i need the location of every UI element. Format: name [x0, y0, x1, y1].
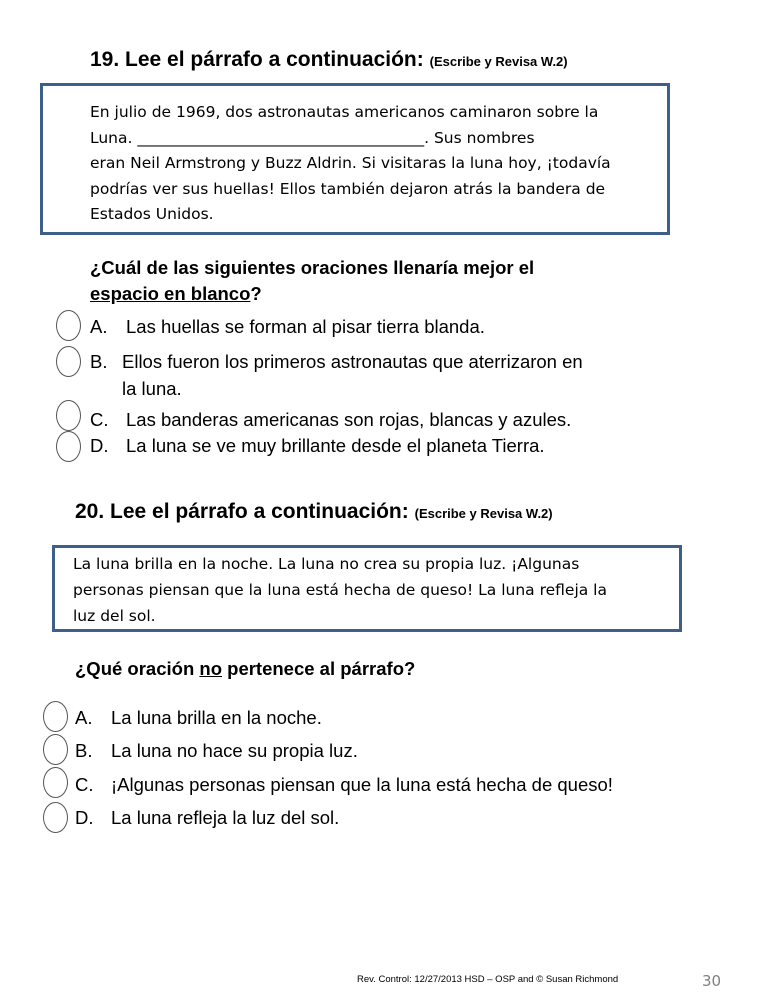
option-text: La luna no hace su propia luz. — [111, 740, 358, 761]
q19-passage-line: eran Neil Armstrong y Buzz Aldrin. Si visitaras la luna hoy, ¡todavía — [90, 154, 611, 172]
q19-option-b[interactable] — [90, 348, 670, 402]
q19-option-d[interactable] — [90, 435, 545, 457]
q19-passage-line: podrías ver sus huellas! Ellos también dejaron atrás la bandera de — [90, 179, 606, 198]
option-text: La luna brilla en la noche. — [111, 707, 322, 728]
q20-passage-line: La luna brilla en la noche. La luna no crea su propia luz. ¡Algunas — [73, 555, 580, 573]
option-letter: B. — [90, 351, 108, 372]
option-letter: A. — [90, 316, 108, 337]
q19-option-a[interactable] — [90, 316, 485, 338]
q19-question — [90, 255, 650, 307]
q19-option-a-bubble[interactable] — [56, 310, 81, 341]
option-letter: A. — [75, 707, 93, 728]
q20-option-a[interactable] — [75, 707, 322, 729]
option-letter: D. — [75, 807, 94, 828]
footer-revision: Rev. Control: 12/27/2013 HSD – OSP and © Susan Richmond — [357, 974, 619, 985]
q19-option-d-bubble[interactable] — [56, 431, 81, 462]
q20-passage-line: luz del sol. — [73, 607, 156, 625]
q19-option-c[interactable] — [90, 409, 571, 431]
q20-question-suffix: pertenece al párrafo? — [227, 658, 416, 679]
option-letter: D. — [90, 435, 109, 456]
q19-title: 19. Lee el párrafo a continuación: — [90, 48, 424, 71]
q20-option-c-bubble[interactable] — [43, 767, 68, 798]
option-letter: B. — [75, 740, 93, 761]
q20-passage — [73, 551, 607, 629]
option-text: La luna se ve muy brillante desde el planeta Tierra. — [126, 435, 545, 456]
q20-question — [75, 656, 415, 682]
q19-option-c-bubble[interactable] — [56, 400, 81, 431]
q19-passage-line: En julio de 1969, dos astronautas americanos caminaron sobre la — [90, 103, 599, 121]
q20-question-underlined: no — [199, 658, 222, 679]
q19-passage-line-blank: Luna. _____________________________________. Sus nombres — [90, 128, 535, 147]
q19-question-line1: ¿Cuál de las siguientes oraciones llenaría mejor el — [90, 257, 535, 278]
q19-question-mark: ? — [250, 283, 262, 304]
option-text-line2: la luna. — [122, 378, 182, 399]
q20-option-d-bubble[interactable] — [43, 802, 68, 833]
option-letter: C. — [90, 409, 109, 430]
option-text: Las banderas americanas son rojas, blancas y azules. — [126, 409, 572, 430]
q19-passage-line: Estados Unidos. — [90, 205, 214, 223]
option-text-line1: Ellos fueron los primeros astronautas que aterrizaron en — [122, 351, 583, 372]
q20-option-b[interactable] — [75, 740, 358, 762]
q20-option-b-bubble[interactable] — [43, 734, 68, 765]
q20-question-prefix: ¿Qué oración — [75, 658, 195, 679]
q20-option-a-bubble[interactable] — [43, 701, 68, 732]
q20-title: 20. Lee el párrafo a continuación: — [75, 500, 409, 523]
option-text: ¡Algunas personas piensan que la luna está hecha de queso! — [111, 774, 613, 795]
q20-passage-box — [52, 545, 682, 632]
q19-option-b-bubble[interactable] — [56, 346, 81, 377]
q19-question-underlined: espacio en blanco — [90, 283, 251, 304]
q19-passage-box — [40, 83, 670, 235]
q19-standard: (Escribe y Revisa W.2) — [429, 54, 568, 69]
q19-passage — [90, 100, 611, 228]
q19-heading — [90, 48, 568, 72]
option-text: Las huellas se forman al pisar tierra blanda. — [126, 316, 485, 337]
q19-question-line2 — [90, 281, 650, 307]
page-number: 30 — [702, 972, 722, 990]
q20-heading — [75, 500, 553, 524]
q20-option-d[interactable] — [75, 807, 339, 829]
q20-option-c[interactable] — [75, 774, 613, 796]
option-letter: C. — [75, 774, 94, 795]
q20-standard: (Escribe y Revisa W.2) — [414, 506, 553, 521]
option-text: La luna refleja la luz del sol. — [111, 807, 340, 828]
q20-passage-line: personas piensan que la luna está hecha de queso! La luna refleja la — [73, 581, 607, 599]
option-text — [90, 348, 670, 402]
